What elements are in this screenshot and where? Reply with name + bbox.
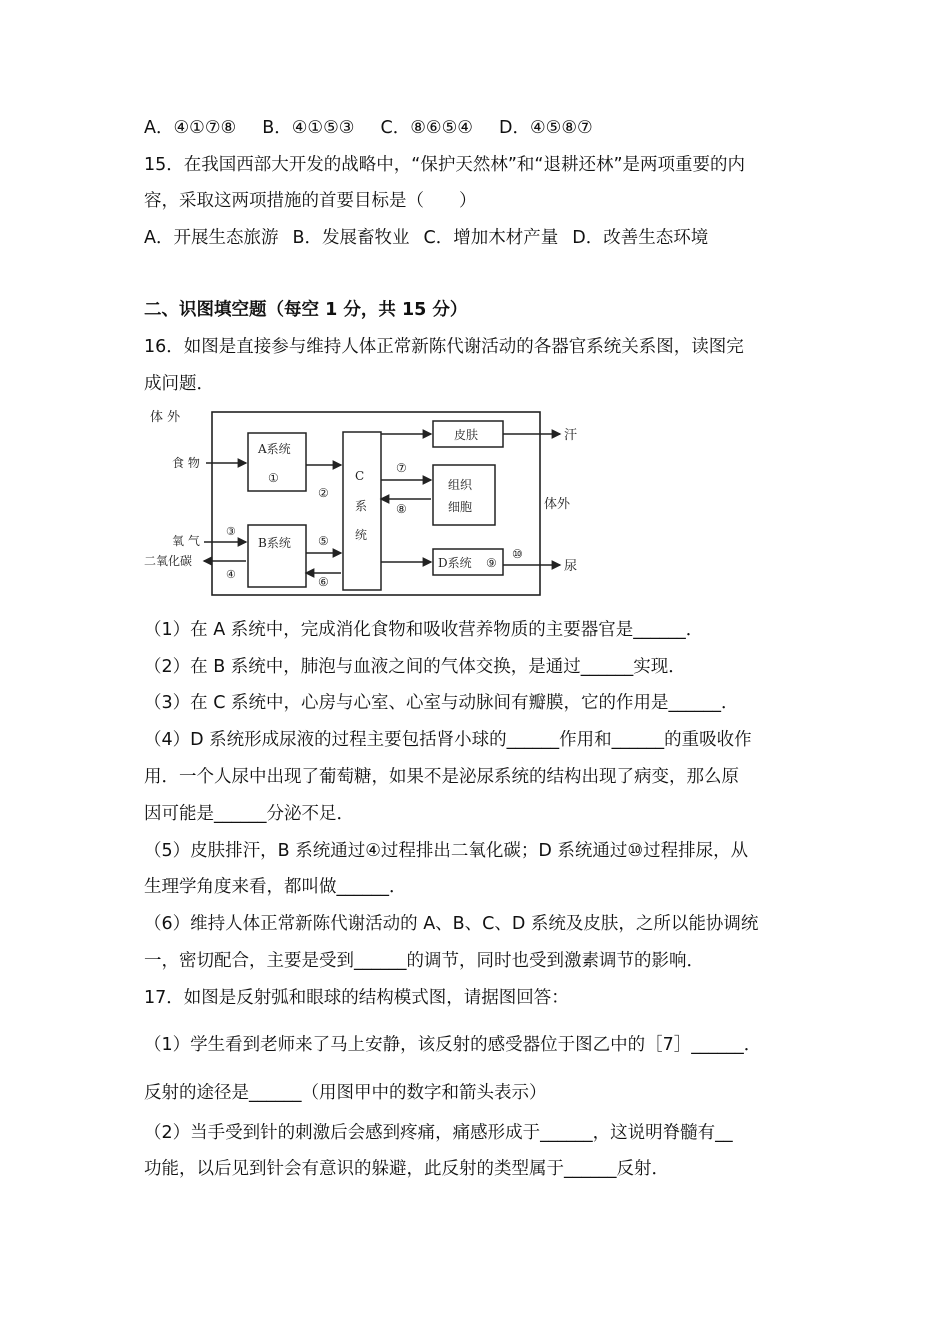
q16-sub4-line3: 因可能是______分泌不足． bbox=[144, 804, 354, 824]
label-outside-top: 体 外 bbox=[150, 410, 181, 425]
q16-sub5-line1: （5）皮肤排汗，B 系统通过④过程排出二氧化碳；D 系统通过⑩过程排尿，从 bbox=[144, 841, 749, 861]
label-8: ⑧ bbox=[396, 502, 407, 516]
organ-system-diagram bbox=[144, 405, 584, 600]
q15-option-d: D．改善生态环境 bbox=[572, 228, 709, 248]
q15-option-b: B．发展畜牧业 bbox=[292, 228, 410, 248]
q16-stem-line2: 成问题． bbox=[144, 374, 214, 394]
q16-stem-line1: 16．如图是直接参与维持人体正常新陈代谢活动的各器官系统关系图，读图完 bbox=[144, 337, 744, 357]
label-co2: 二氧化碳 bbox=[144, 554, 193, 568]
q17-stem: 17．如图是反射弧和眼球的结构模式图，请据图回答： bbox=[144, 988, 569, 1008]
b-system-box bbox=[248, 525, 306, 587]
a-system-label: A系统 bbox=[258, 442, 291, 456]
label-outside-right: 体外 bbox=[544, 497, 571, 512]
q16-sub2: （2）在 B 系统中，肺泡与血液之间的气体交换，是通过______实现． bbox=[144, 657, 686, 677]
label-2: ② bbox=[318, 486, 329, 500]
q16-sub4-line1: （4）D 系统形成尿液的过程主要包括肾小球的______作用和______的重吸收作 bbox=[144, 730, 752, 750]
label-urine: 尿 bbox=[564, 559, 578, 574]
label-10: ⑩ bbox=[512, 547, 523, 561]
q15-option-a: A．开展生态旅游 bbox=[144, 228, 279, 248]
tissue-label-2: 细胞 bbox=[448, 500, 473, 514]
label-7: ⑦ bbox=[396, 461, 407, 475]
q17-sub1-line2: 反射的途径是______（用图甲中的数字和箭头表示） bbox=[144, 1083, 547, 1103]
skin-label: 皮肤 bbox=[454, 428, 479, 442]
q14-option-b: B．④①⑤③ bbox=[262, 118, 355, 138]
label-3: ③ bbox=[226, 525, 236, 538]
q16-sub1: （1）在 A 系统中，完成消化食物和吸收营养物质的主要器官是______． bbox=[144, 620, 704, 640]
q15-stem-line2: 容，采取这两项措施的首要目标是（ ） bbox=[144, 191, 477, 211]
q17-sub1-line1: （1）学生看到老师来了马上安静，该反射的感受器位于图乙中的［7］______． bbox=[144, 1035, 762, 1055]
q16-sub4-line2: 用．一个人尿中出现了葡萄糖，如果不是泌尿系统的结构出现了病变，那么原 bbox=[144, 767, 739, 787]
section-2-title: 二、识图填空题（每空 1 分，共 15 分） bbox=[144, 300, 468, 320]
q14-option-d: D．④⑤⑧⑦ bbox=[498, 118, 593, 138]
q16-sub5-line2: 生理学角度来看，都叫做______． bbox=[144, 877, 407, 897]
c-system-char3: 统 bbox=[355, 528, 368, 542]
q16-sub3: （3）在 C 系统中，心房与心室、心室与动脉间有瓣膜，它的作用是______． bbox=[144, 693, 739, 713]
q14-option-c: C．⑧⑥⑤④ bbox=[380, 118, 473, 138]
q15-option-c: C．增加木材产量 bbox=[423, 228, 559, 248]
label-6: ⑥ bbox=[318, 575, 329, 589]
label-4: ④ bbox=[226, 568, 236, 581]
b-system-label: B系统 bbox=[258, 536, 291, 550]
q16-sub6-line1: （6）维持人体正常新陈代谢活动的 A、B、C、D 系统及皮肤，之所以能协调统 bbox=[144, 914, 759, 934]
q17-sub2-line2: 功能，以后见到针会有意识的躲避，此反射的类型属于______反射． bbox=[144, 1159, 669, 1179]
tissue-label-1: 组织 bbox=[448, 478, 473, 492]
q15-stem-line1: 15．在我国西部大开发的战略中，“保护天然林”和“退耕还林”是两项重要的内 bbox=[144, 155, 746, 175]
label-5: ⑤ bbox=[318, 534, 329, 548]
tissue-cells-box bbox=[433, 465, 495, 525]
label-sweat: 汗 bbox=[564, 428, 578, 443]
q14-options bbox=[144, 116, 619, 140]
label-food: 食 物 bbox=[172, 456, 200, 470]
c-system-char2: 系 bbox=[355, 499, 368, 513]
q14-option-a: A．④①⑦⑧ bbox=[144, 118, 237, 138]
q15-options bbox=[144, 226, 722, 250]
a-system-number: ① bbox=[268, 471, 279, 485]
d-system-number: ⑨ bbox=[486, 556, 497, 570]
d-system-label: D系统 bbox=[438, 556, 472, 570]
c-system-char1: C bbox=[355, 469, 365, 483]
q17-sub2-line1: （2）当手受到针的刺激后会感到疼痛，痛感形成于______，这说明脊髓有__ bbox=[144, 1123, 733, 1143]
label-oxygen: 氧 气 bbox=[172, 534, 200, 548]
q16-sub6-line2: 一，密切配合，主要是受到______的调节，同时也受到激素调节的影响． bbox=[144, 951, 704, 971]
